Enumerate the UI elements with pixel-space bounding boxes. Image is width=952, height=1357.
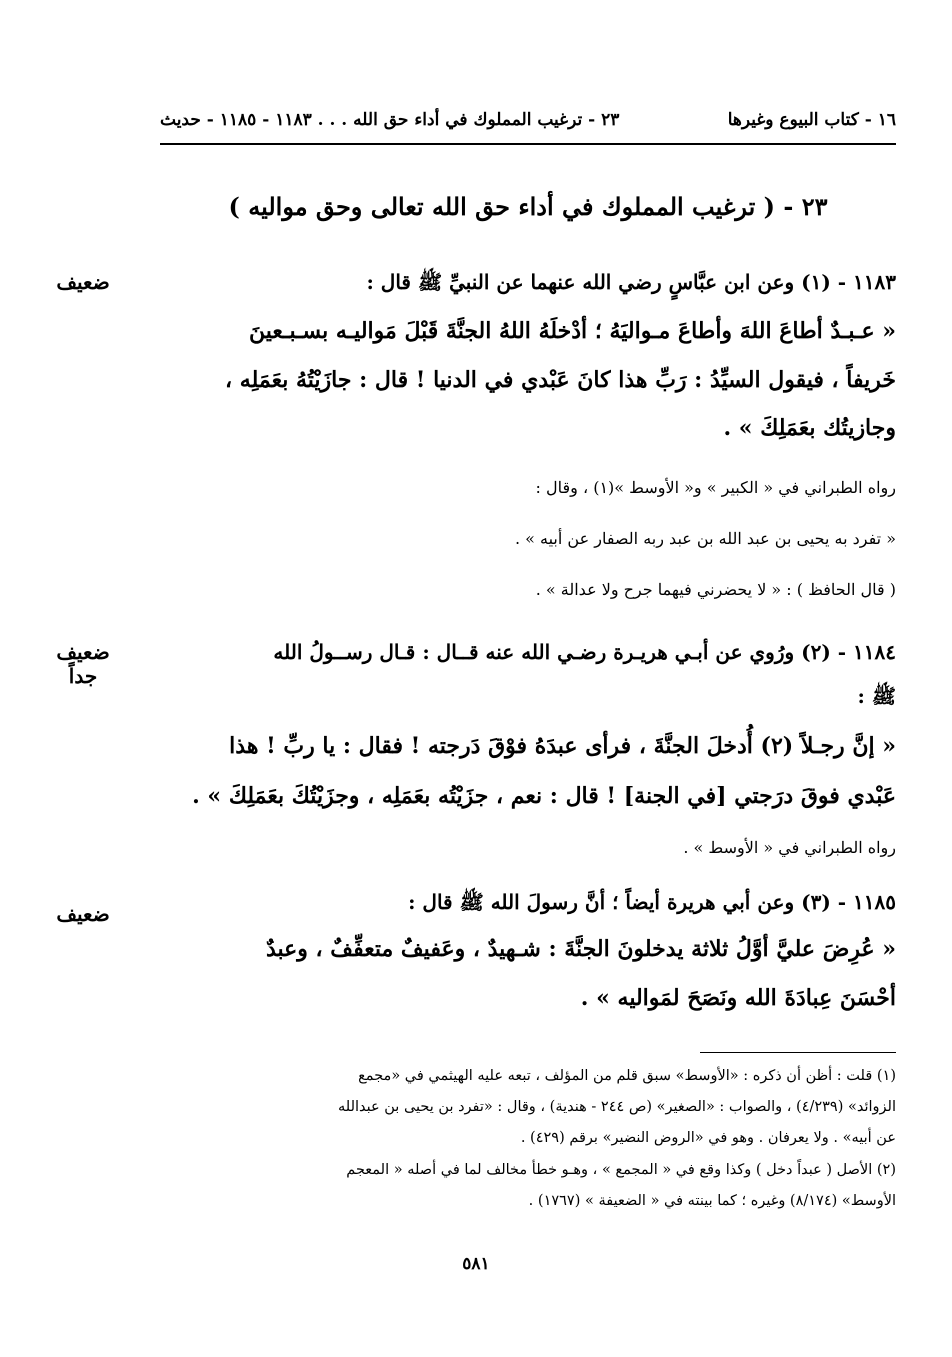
hadith-1183-text-line: « عـبـدٌ أطاعَ اللهَ وأطاعَ مـواليَهُ ؛ أدْخلَهُ اللهُ الجنَّةَ قَبْلَ مَواليـه بسـبـعينَ [249,318,896,344]
grade-label-1184 [38,640,128,688]
header-book-title: ١٦ - كتاب البيوع وغيرها [727,110,896,130]
grade-text: ضعيف [56,902,110,926]
hadith-1184-intro-cont: ﷺ : [857,684,896,708]
hadith-1184-text-line: « إنَّ رجـلاً (٢) أُدخلَ الجنَّةَ ، فرأى عبدَهُ فوْقَ دَرجته ! فقال : يا ربِّ ! هذا [229,733,896,759]
hadith-1183-text-line: خَريفاً ، فيقول السيِّدُ : رَبِّ هذا كانَ عَبْدي في الدنيا ! قال : جازَيْتُهُ بعَمَلِه ، [225,367,896,393]
header-chapter-range: ٢٣ - ترغيب المملوك في أداء حق الله . . . ١١٨٣ - ١١٨٥ - حديث [160,110,620,130]
hadith-1184-intro: ١١٨٤ - (٢) ورُوي عن أبـي هريـرة رضـي الله عنه قــال : قـال رســولُ الله [273,640,896,664]
hadith-1184-source: رواه الطبراني في « الأوسط » . [683,838,896,857]
page-number: ٥٨١ [462,1254,490,1274]
hadith-1183-source: « تفرد به يحيى بن عبد الله بن عبد ربه الصفار عن أبيه » . [514,529,896,548]
hadith-1184-text-line: عَبْدي فوقَ درَجتي [في الجنة] ! قال : نعم ، جزَيْتُه بعَمَلِه ، وجزَيْتُكَ بعَمَلِكَ » . [192,783,896,809]
hadith-1185-text-line: « عُرِضَ عليَّ أوَّلُ ثلاثة يدخلونَ الجنَّةَ : شـهيدٌ ، وعَفيفٌ متعفِّفٌ ، وعبدٌ [265,936,896,962]
hadith-1183-intro: ١١٨٣ - (١) وعن ابن عبَّاسٍ رضي الله عنهما عن النبيِّ ﷺ قال : [366,270,896,294]
hadith-1183-source: ( قال الحافظ ) : « لا يحضرني فيهما جرح ولا عدالة » . [535,580,896,599]
footnote-line: (١) قلت : أظن أن ذكره : «الأوسط» سبق قلم من المؤلف ، تبعه عليه الهيثمي في «مجمع [358,1068,896,1084]
grade-text-qualifier: جداً [68,664,98,688]
footnote-line: الزوائد» (٤/٢٣٩) ، والصواب : «الصغير» (ص ٢٤٤ - هندية) ، وقال : «تفرد بن يحيى بن عبدالله [338,1099,896,1115]
hadith-1183-text-line: وجازيتُك بعَمَلِكَ » . [723,415,896,441]
footnote-line: (٢) الأصل ( عبداً دخل ) وكذا وقع في « المجمع » ، وهـو خطأ مخالف لما في أصله « المعجم [346,1162,896,1178]
footnote-rule [700,1052,896,1053]
footnote-line: عن أبيه» . ولا يعرفان . وهو في «الروض النضير» برقم (٤٢٩) . [520,1130,896,1146]
grade-text: ضعيف [56,640,110,664]
grade-label-1185 [38,902,128,926]
footnote-line: الأوسط» (٨/١٧٤) وغيره ؛ كما بينته في « الضعيفة » (١٧٦٧) . [528,1193,896,1209]
header-rule [160,143,896,145]
hadith-1183-source: رواه الطبراني في « الكبير » و« الأوسط »(١) ، وقال : [535,478,896,497]
hadith-1185-text-line: أحْسَنَ عِبادَةَ الله ونَصَحَ لمَواليه » . [580,985,896,1011]
running-header [160,100,896,136]
chapter-title: ٢٣ - ( ترغيب المملوك في أداء حق الله تعالى وحق مواليه ) [228,192,828,221]
grade-label-1183 [38,270,128,294]
grade-text: ضعيف [56,270,110,294]
hadith-1185-intro: ١١٨٥ - (٣) وعن أبي هريرة أيضاً ؛ أنَّ رسولَ الله ﷺ قال : [408,890,896,914]
